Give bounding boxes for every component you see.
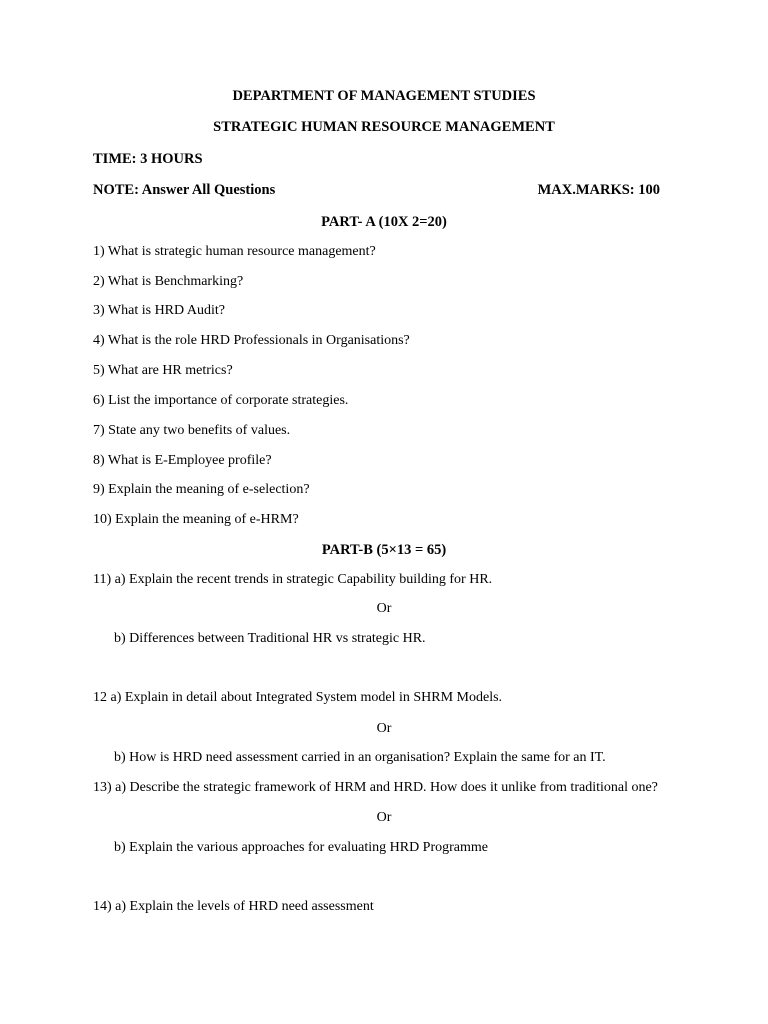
question-11a: 11) a) Explain the recent trends in strategic Capability building for HR. xyxy=(93,572,493,587)
question-11b: b) Differences between Traditional HR vs strategic HR. xyxy=(114,631,426,646)
question-13b: b) Explain the various approaches for evaluating HRD Programme xyxy=(114,840,489,855)
max-marks-label: MAX.MARKS: 100 xyxy=(537,182,660,198)
part-a-heading: PART- A (10X 2=20) xyxy=(321,214,447,230)
note-label: NOTE: Answer All Questions xyxy=(93,182,276,198)
question-7: 7) State any two benefits of values. xyxy=(93,423,291,438)
question-2: 2) What is Benchmarking? xyxy=(93,274,244,289)
question-12b: b) How is HRD need assessment carried in an organisation? Explain the same for an IT. xyxy=(114,750,606,765)
question-1: 1) What is strategic human resource management? xyxy=(93,244,376,259)
time-label: TIME: 3 HOURS xyxy=(93,151,203,167)
question-4: 4) What is the role HRD Professionals in Organisations? xyxy=(93,333,410,348)
question-13a: 13) a) Describe the strategic framework of HRM and HRD. How does it unlike from traditional one? xyxy=(93,780,658,795)
subject-heading: STRATEGIC HUMAN RESOURCE MANAGEMENT xyxy=(213,119,555,135)
question-14a: 14) a) Explain the levels of HRD need assessment xyxy=(93,899,374,914)
or-separator-13: Or xyxy=(376,810,392,825)
or-separator-11: Or xyxy=(376,601,392,616)
question-12a: 12 a) Explain in detail about Integrated System model in SHRM Models. xyxy=(93,690,503,705)
department-heading: DEPARTMENT OF MANAGEMENT STUDIES xyxy=(232,88,536,104)
question-10: 10) Explain the meaning of e-HRM? xyxy=(93,512,299,527)
question-9: 9) Explain the meaning of e-selection? xyxy=(93,482,310,497)
question-5: 5) What are HR metrics? xyxy=(93,363,233,378)
part-b-heading: PART-B (5×13 = 65) xyxy=(321,542,447,558)
or-separator-12: Or xyxy=(376,721,392,736)
question-8: 8) What is E-Employee profile? xyxy=(93,453,272,468)
question-6: 6) List the importance of corporate strategies. xyxy=(93,393,349,408)
question-3: 3) What is HRD Audit? xyxy=(93,303,225,318)
